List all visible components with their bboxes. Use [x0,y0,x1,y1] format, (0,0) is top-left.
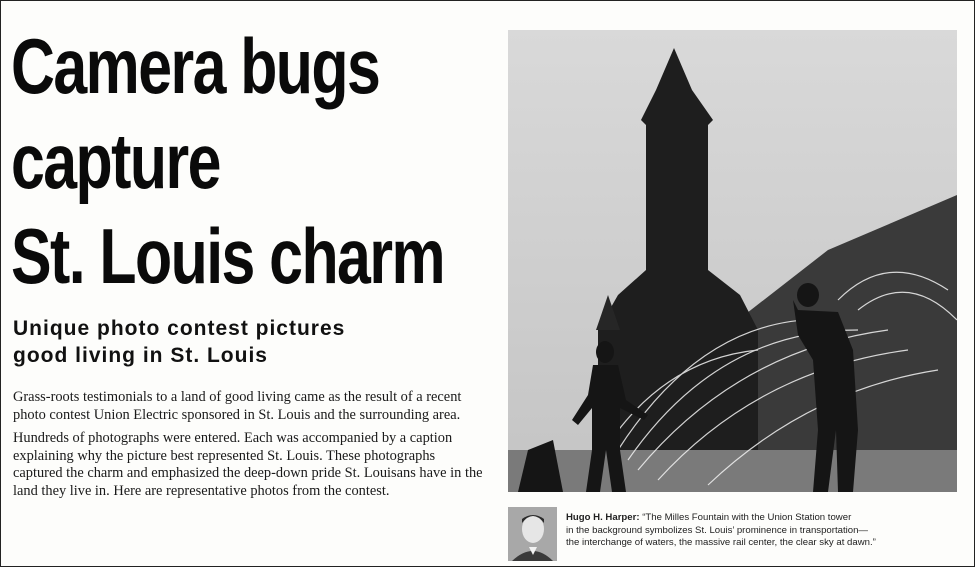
subheadline [13,315,483,369]
headline-line: St. Louis charm [11,212,444,300]
subhead-line: Unique photo contest pictures [13,317,346,340]
subhead-line: good living in St. Louis [13,344,268,367]
caption-quote-line: “The Milles Fountain with the Union Station tower [642,512,852,523]
headline [11,19,444,304]
article-body [13,389,483,506]
caption-quote-line: in the background symbolizes St. Louis’ prominence in transportation— [566,524,869,536]
photo-caption [566,512,966,550]
headline-line: Camera bugs [11,22,380,110]
caption-quote-line: the interchange of waters, the massive rail center, the clear sky at dawn.” [566,537,876,548]
body-paragraph: Hundreds of photographs were entered. Each was accompanied by a caption explaining why the picture best represented St. Louis. These photographs captured the charm and emphasized the deep-down pride St. Louisans have in the land they live in. Here are representative photos from the contest. [13,430,483,499]
caption-author: Hugo H. Harper: [566,512,640,523]
fountain-photo [508,30,957,492]
headline-line: capture [11,117,220,205]
caption-line-1 [566,512,966,525]
body-paragraph: Grass-roots testimonials to a land of good living came as the result of a recent photo contest Union Electric sponsored in St. Louis and the surrounding area. [13,389,462,423]
author-portrait [508,507,557,561]
